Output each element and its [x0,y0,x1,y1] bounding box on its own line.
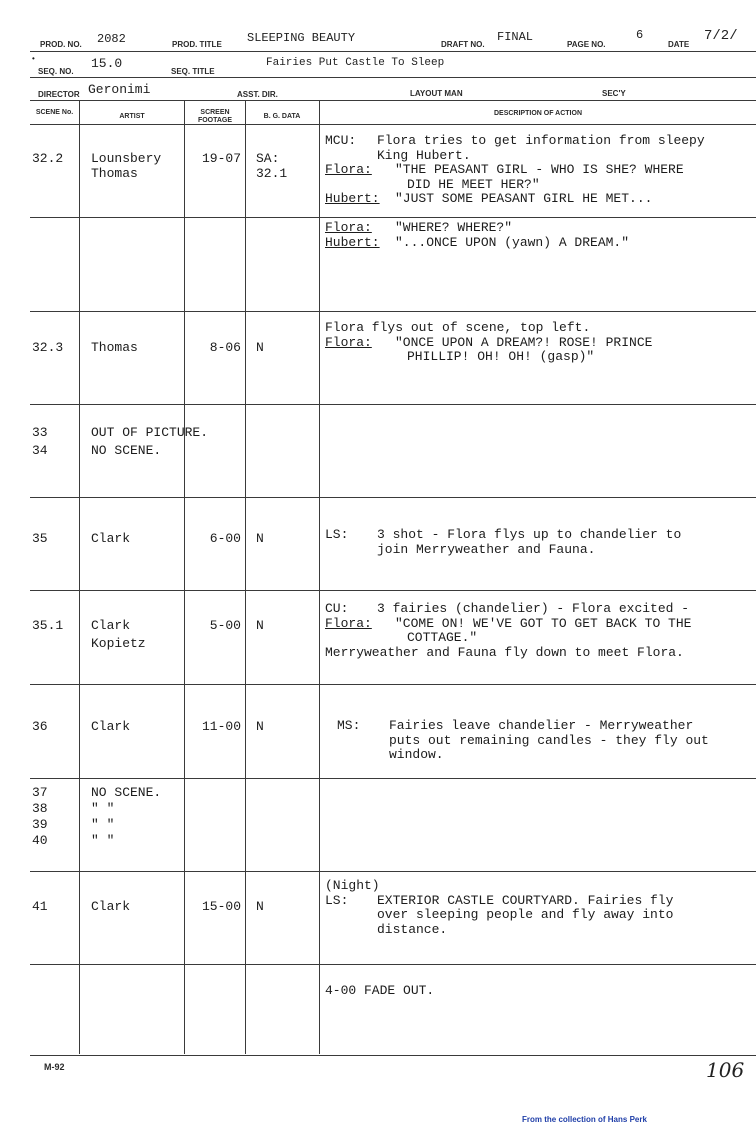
scene-number: 39 [32,817,48,832]
artist-name: Clark [91,618,131,633]
col-divider-1 [79,101,80,1054]
description-of-action [325,602,691,660]
bg-data: N [256,899,264,914]
row-rule [30,311,756,312]
artist-name: OUT OF PICTURE. [91,425,209,440]
secy-label: SEC'Y [602,89,626,98]
description-line [325,543,681,558]
speaker-tag: Flora: [325,615,372,631]
description-line [337,734,709,749]
description-line [325,350,652,365]
col-divider-3 [245,101,246,1054]
screen-footage: 19-07 [201,151,241,166]
bg-data: N [256,719,264,734]
description-line [325,894,673,909]
row-rule [30,778,756,779]
description-line [325,221,629,236]
artist-name: NO SCENE. [91,443,162,458]
description-text: PHILLIP! OH! OH! (gasp)" [407,349,595,364]
shot-tag: LS: [325,527,349,542]
description-text: Flora flys out of scene, top left. [325,320,591,335]
description-text: over sleeping people and fly away into [377,907,674,922]
description-text: King Hubert. [377,147,471,163]
description-text: "COME ON! WE'VE GOT TO GET BACK TO THE [395,615,692,631]
description-line [337,719,709,734]
scene-number: 41 [32,899,48,914]
col-header-footage: SCREEN FOOTAGE [197,109,233,124]
page-number-handwritten: 106 [706,1058,745,1082]
col-header-scene: SCENE No. [35,109,74,116]
description-of-action [325,879,673,937]
scene-number: 38 [32,801,48,816]
description-line [325,631,691,646]
table-bottom-rule [30,1055,756,1056]
row-rule [30,684,756,685]
description-line [325,528,681,543]
description-line [325,134,705,149]
speaker-tag: Flora: [325,220,372,235]
col-divider-4 [319,101,320,1054]
description-line [325,163,705,178]
description-text: window. [389,747,444,762]
artist-name: " " [91,801,115,816]
description-text: "THE PEASANT GIRL - WHO IS SHE? WHERE [395,162,684,177]
artist-name: Thomas [91,340,138,355]
row-rule [30,964,756,965]
scene-number: 36 [32,719,48,734]
date-value: 7/2/ [704,28,738,44]
description-of-action [325,134,705,207]
scene-number: 32.2 [32,151,64,166]
prod-title-label: PROD. TITLE [172,40,222,49]
description-text: 3 fairies (chandelier) - Flora excited - [377,601,690,616]
scene-number: 33 [32,425,48,440]
description-text: 3 shot - Flora flys up to chandelier to [377,527,682,542]
description-text: Fairies leave chandelier - Merryweather [389,718,694,733]
description-of-action [337,719,709,763]
scene-number: 34 [32,443,48,458]
seq-title-value: Fairies Put Castle To Sleep [266,57,445,69]
header-rule-2 [30,77,756,78]
speaker-tag: Flora: [325,162,372,177]
speaker-tag: Hubert: [325,234,380,250]
description-of-action [325,321,652,365]
shot-tag: MS: [337,718,361,733]
prod-no-label: PROD. NO. [40,40,82,49]
description-line [325,984,434,999]
description-line [325,336,652,351]
description-line [325,236,629,251]
header-rule-3 [30,100,756,101]
description-of-action [325,221,629,250]
row-rule [30,590,756,591]
scene-number: 40 [32,833,48,848]
col-header-description: DESCRIPTION OF ACTION [493,110,583,117]
scene-number: 37 [32,785,48,800]
seq-no-label: SEQ. NO. [38,67,74,76]
seq-no-value: 15.0 [91,56,123,71]
description-of-action [325,528,681,557]
description-text: (Night) [325,878,380,893]
description-text: puts out remaining candles - they fly out [389,732,709,748]
page-no-label: PAGE NO. [567,40,606,49]
form-number: M-92 [44,1062,65,1072]
artist-name: Lounsbery [91,151,162,166]
description-text: "ONCE UPON A DREAM?! ROSE! PRINCE [395,334,653,350]
draft-no-label: DRAFT NO. [441,40,485,49]
description-line [325,879,673,894]
description-text: join Merryweather and Fauna. [377,541,596,557]
screen-footage: 8-06 [209,340,241,355]
bg-data: N [256,531,264,546]
scene-number: 35.1 [32,618,64,633]
description-text: EXTERIOR CASTLE COURTYARD. Fairies fly [377,892,674,908]
scene-number: 32.3 [32,340,64,355]
row-rule [30,871,756,872]
description-text: Flora tries to get information from sleepy [377,133,705,148]
artist-name: " " [91,817,115,832]
artist-name: " " [91,833,115,848]
artist-name: Clark [91,531,131,546]
bg-data: N [256,340,264,355]
screen-footage: 15-00 [201,899,241,914]
description-line [325,617,691,632]
col-header-bg: B. G. DATA [263,113,301,120]
seq-title-label: SEQ. TITLE [171,67,215,76]
prod-no-value: 2082 [97,32,126,46]
screen-footage: 6-00 [209,531,241,546]
speaker-tag: Flora: [325,334,372,350]
description-line [325,908,673,923]
description-text: 4-00 FADE OUT. [325,983,435,998]
screen-footage: 5-00 [209,618,241,633]
col-header-artist: ARTIST [119,113,145,120]
bg-data: N [256,618,264,633]
artist-name: Thomas [91,166,138,181]
description-line [337,748,709,763]
header-rule-1 [30,51,756,52]
artist-name: Kopietz [91,636,146,651]
description-text: "WHERE? WHERE?" [395,220,513,235]
collection-credit: From the collection of Hans Perk [522,1115,647,1124]
col-divider-2 [184,101,185,1054]
row-rule [30,497,756,498]
description-line [325,192,705,207]
shot-tag: LS: [325,892,349,908]
bg-data: 32.1 [256,166,288,181]
artist-name: NO SCENE. [91,785,162,800]
layout-man-label: LAYOUT MAN [410,89,463,98]
description-line [325,178,705,193]
scene-number: 35 [32,531,48,546]
bg-data: SA: [256,151,280,166]
description-line [325,321,652,336]
description-line [325,602,691,617]
artist-name: Clark [91,719,131,734]
screen-footage: 11-00 [201,719,241,734]
description-text: "...ONCE UPON (yawn) A DREAM." [395,234,630,250]
description-text: distance. [377,921,448,937]
description-of-action [325,984,434,999]
date-label: DATE [668,40,690,49]
director-value: Geronimi [88,82,151,97]
draft-no-value: FINAL [497,30,534,44]
row-rule [30,404,756,405]
row-rule [30,217,756,218]
page-no-value: 6 [636,28,644,42]
description-line [325,923,673,938]
description-text: COTTAGE." [407,630,478,645]
prod-title-value: SLEEPING BEAUTY [247,31,356,45]
column-header-rule [30,124,756,125]
description-text: DID HE MEET HER?" [407,176,540,192]
speaker-tag: Hubert: [325,191,380,206]
shot-tag: MCU: [325,133,357,148]
description-line [325,149,705,164]
director-label: DIRECTOR [38,90,80,99]
shot-tag: CU: [325,601,349,616]
description-line [325,646,691,661]
description-text: "JUST SOME PEASANT GIRL HE MET... [395,191,653,206]
artist-name: Clark [91,899,131,914]
description-text: Merryweather and Fauna fly down to meet Flora. [325,644,684,660]
bullet-mark: • [31,55,36,64]
asst-dir-label: ASST. DIR. [237,90,278,99]
